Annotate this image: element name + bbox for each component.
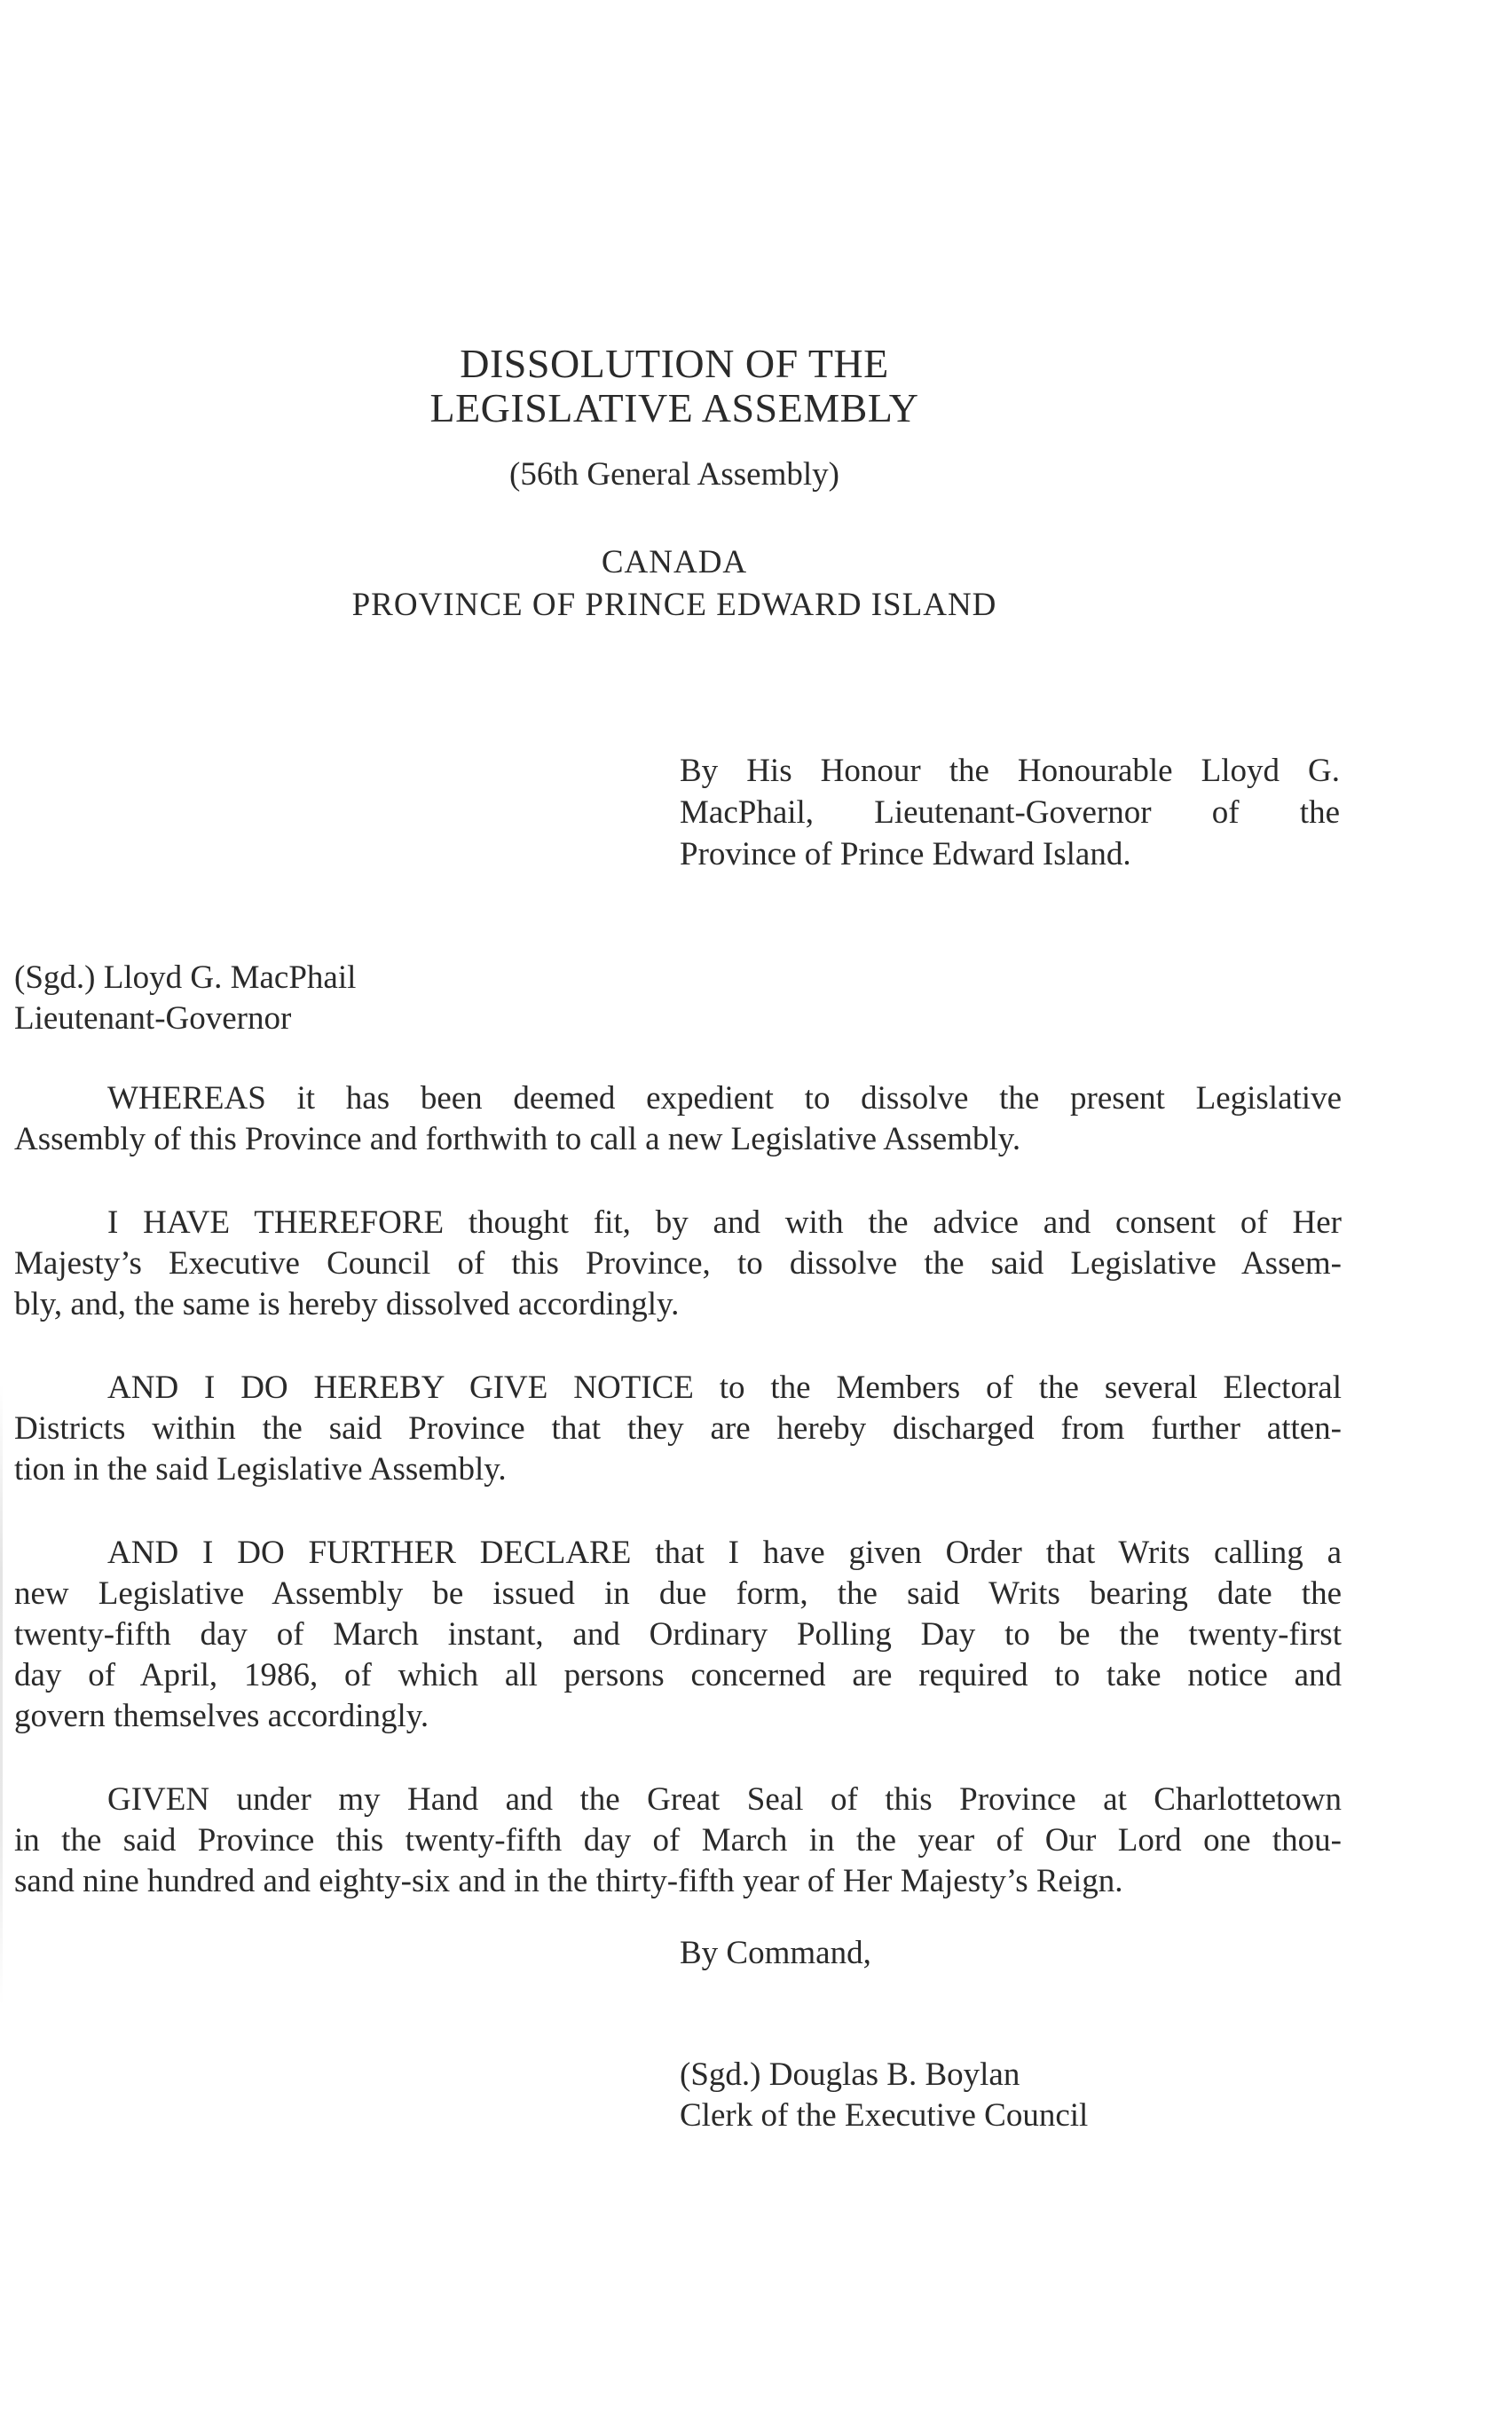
paragraph-line: bly, and, the same is hereby dissolved accordingly. — [14, 1286, 680, 1322]
paragraph-line: Majesty’s Executive Council of this Province, to dissolve the said Legislative Assem- — [14, 1245, 1342, 1282]
paragraph-line: govern themselves accordingly. — [14, 1698, 429, 1734]
paragraph-line: AND I DO FURTHER DECLARE that I have given Order that Writs calling a — [107, 1535, 1342, 1571]
paragraph-therefore — [14, 1203, 1342, 1325]
proclamation-body — [14, 1078, 1342, 1945]
paragraph-given — [14, 1780, 1342, 1902]
clerk-signature-block — [680, 2055, 1088, 2136]
paragraph-line: WHEREAS it has been deemed expedient to dissolve the present Legislative — [107, 1080, 1342, 1117]
paragraph-whereas — [14, 1078, 1342, 1160]
paragraph-notice — [14, 1368, 1342, 1490]
paragraph-line: twenty-fifth day of March instant, and Ordinary Polling Day to be the twenty-first — [14, 1616, 1342, 1653]
title-line: LEGISLATIVE ASSEMBLY — [429, 385, 919, 430]
honour-line: By His Honour the Honourable Lloyd G. — [680, 753, 1340, 789]
jurisdiction-line: PROVINCE OF PRINCE EDWARD ISLAND — [351, 587, 997, 623]
honour-line: Province of Prince Edward Island. — [680, 836, 1131, 872]
governor-signature-block — [14, 958, 356, 1039]
paragraph-line: GIVEN under my Hand and the Great Seal of this Province at Charlottetown — [107, 1781, 1342, 1818]
honour-line: MacPhail, Lieutenant-Governor of the — [680, 794, 1340, 831]
paragraph-line: new Legislative Assembly be issued in due form, the said Writs bearing date the — [14, 1575, 1342, 1612]
paragraph-line: I HAVE THEREFORE thought fit, by and with the advice and consent of Her — [107, 1204, 1342, 1241]
scan-margin-shadow — [0, 1385, 3, 2006]
by-command-line: By Command, — [680, 1935, 871, 1971]
paragraph-line: Districts within the said Province that they are hereby discharged from further atten- — [14, 1410, 1342, 1447]
paragraph-line: Assembly of this Province and forthwith to call a new Legislative Assembly. — [14, 1121, 1021, 1157]
honour-statement — [680, 750, 1340, 875]
clerk-title: Clerk of the Executive Council — [680, 2097, 1089, 2134]
governor-title: Lieutenant-Governor — [14, 1000, 292, 1037]
jurisdiction-heading — [0, 541, 1349, 627]
assembly-subtitle: (56th General Assembly) — [509, 456, 839, 493]
paragraph-line: in the said Province this twenty-fifth day of March in the year of Our Lord one thou- — [14, 1822, 1342, 1859]
document-title — [0, 342, 1349, 430]
title-line: DISSOLUTION OF THE — [460, 341, 889, 386]
paragraph-line: sand nine hundred and eighty-six and in the thirty-fifth year of Her Majesty’s Reign. — [14, 1863, 1123, 1899]
paragraph-line: day of April, 1986, of which all persons concerned are required to take notice and — [14, 1657, 1342, 1693]
jurisdiction-line: CANADA — [601, 544, 748, 580]
paragraph-line: AND I DO HEREBY GIVE NOTICE to the Members of the several Electoral — [107, 1369, 1342, 1406]
paragraph-declare — [14, 1533, 1342, 1737]
paragraph-line: tion in the said Legislative Assembly. — [14, 1451, 507, 1488]
governor-name: (Sgd.) Lloyd G. MacPhail — [14, 959, 357, 996]
clerk-name: (Sgd.) Douglas B. Boylan — [680, 2056, 1020, 2093]
